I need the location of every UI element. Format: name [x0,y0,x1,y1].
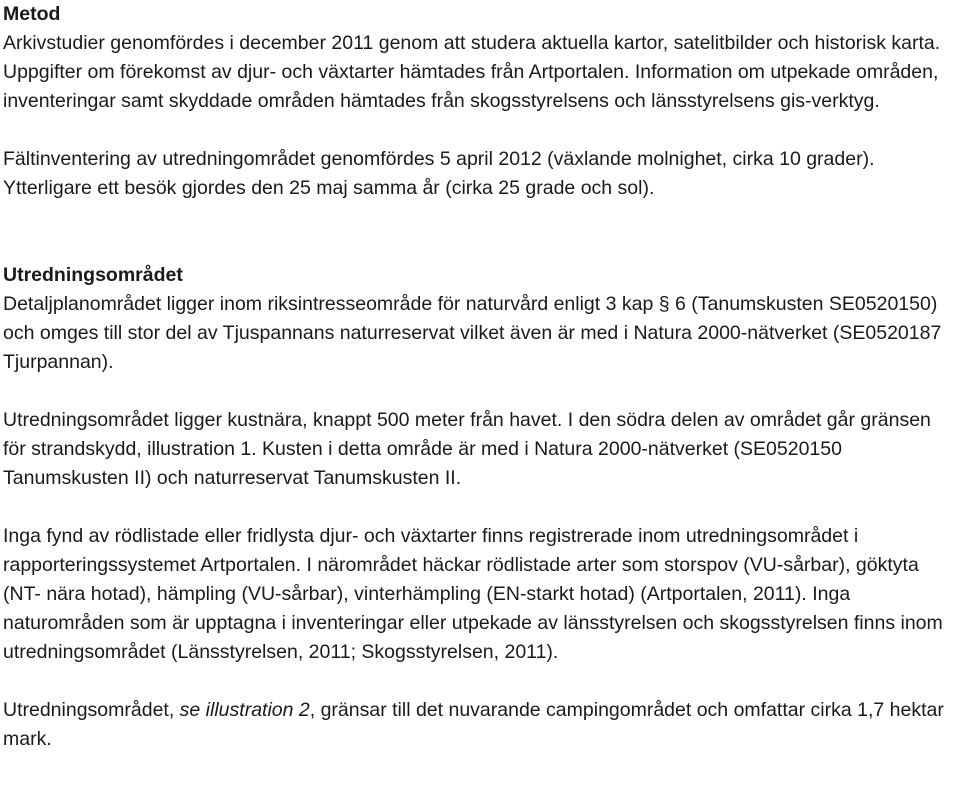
paragraph-arkivstudier: Arkivstudier genomfördes i december 2011 genom att studera aktuella kartor, satelitbilder och historisk karta. Uppgifter om förekomst av djur- och växtarter hämtades från Artportalen. Information om utpekade områden, inventeringar samt skyddade områden hämtades från skogsstyrelsens och länsstyrelsens gis-verktyg. [3,32,941,112]
section-heading-utredningsomradet: Utredningsområdet [3,264,183,286]
paragraph-faltinventering: Fältinventering av utredningområdet genomfördes 5 april 2012 (växlande molnighet, cirka 10 grader). Ytterligare ett besök gjordes den 25 maj samma år (cirka 25 grade och sol). [3,148,875,199]
paragraph-spacer [3,116,957,145]
paragraph-spacer [3,377,957,406]
paragraph-kustnara: Utredningsområdet ligger kustnära, knappt 500 meter från havet. I den södra delen av området går gränsen för strandskydd, illustration 1. Kusten i detta område är med i Natura 2000-nätverket (SE0520150 Tanumskusten II) och naturreservat Tanumskusten II. [3,409,931,489]
document-page [3,0,957,754]
paragraph-spacer [3,667,957,696]
section-heading-metod: Metod [3,3,61,25]
section-metod [3,0,957,203]
illustration-reference: se illustration 2 [179,699,310,721]
section-spacer [3,203,957,261]
paragraph-detaljplanomradet: Detaljplanområdet ligger inom riksintresseområde för naturvård enligt 3 kap § 6 (Tanumskusten SE0520150) och omges till stor del av Tjuspannans naturreservat vilket även är med i Natura 2000-nätverket (SE0520187 Tjurpannan). [3,293,942,373]
section-utredningsomradet [3,261,957,754]
text-run: Utredningsområdet, [3,699,180,721]
paragraph-rodlistade-arter: Inga fynd av rödlistade eller fridlysta djur- och växtarter finns registrerade inom utredningsområdet i rapporteringssystemet Artportalen. I närområdet häckar rödlistade arter som storspov (VU-sårbar), göktyta (NT- nära hotad), hämpling (VU-sårbar), vinterhämpling (EN-starkt hotad) (Artportalen, 2011). Inga naturområden som är upptagna i inventeringar eller utpekade av länsstyrelsen och skogsstyrelsen finns inom utredningsområdet (Länsstyrelsen, 2011; Skogsstyrelsen, 2011). [3,525,943,663]
text-run: , gränsar till det nuvarande campingområdet och omfattar cirka 1,7 hektar mark. [3,699,944,750]
paragraph-campingomradet [3,696,957,754]
paragraph-spacer [3,493,957,522]
